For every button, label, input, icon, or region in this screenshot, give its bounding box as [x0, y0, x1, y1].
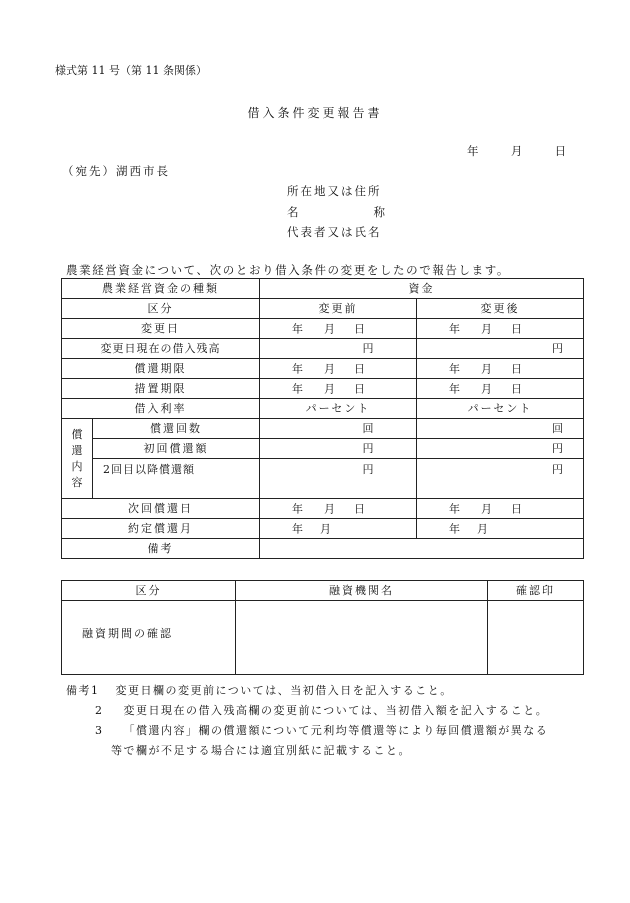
note-2 — [95, 702, 548, 718]
row-label-interest-rate: 借入利率 — [62, 399, 260, 419]
repay-content-char: 内 — [71, 460, 83, 473]
year-unit: 年 — [292, 322, 303, 335]
fund-type-value[interactable]: 資金 — [260, 279, 584, 299]
repay-content-char: 償 — [71, 428, 83, 441]
month-unit: 月 — [481, 502, 492, 515]
applicant-name-label — [287, 204, 385, 220]
month-unit: 月 — [324, 502, 335, 515]
row-label-balance: 変更日現在の借入残高 — [62, 339, 260, 359]
applicant-representative-label: 代表者又は氏名 — [287, 225, 382, 239]
note-2-text: 変更日現在の借入残高欄の変更前については、当初借入額を記入すること。 — [123, 704, 549, 717]
row-label-next-date: 次回償還日 — [62, 499, 260, 519]
table-row — [62, 319, 584, 339]
year-unit: 年 — [292, 502, 303, 515]
year-unit: 年 — [292, 362, 303, 375]
month-unit: 月 — [481, 382, 492, 395]
year-unit: 年 — [449, 502, 460, 515]
row-label-repay-period: 償還期限 — [62, 359, 260, 379]
date-day-label: 日 — [554, 144, 568, 158]
change-date-before[interactable] — [260, 319, 417, 339]
day-unit: 日 — [354, 362, 365, 375]
repay-period-before[interactable] — [260, 359, 417, 379]
applicant-name-left: 名 — [287, 205, 299, 219]
year-unit: 年 — [449, 322, 460, 335]
month-unit: 月 — [320, 522, 331, 535]
second-amount-after[interactable]: 円 — [417, 459, 584, 499]
intro-text: 農業経営資金について、次のとおり借入条件の変更をしたので報告します。 — [66, 263, 511, 277]
table-row — [62, 539, 584, 559]
year-unit: 年 — [449, 382, 460, 395]
note-prefix: 備考1 — [66, 684, 100, 697]
note-3-continued: 等で欄が不足する場合には適宜別紙に記載すること。 — [111, 744, 411, 757]
institution-name-field[interactable] — [236, 601, 488, 675]
header-after: 変更後 — [417, 299, 584, 319]
confirm-header-category: 区分 — [62, 581, 236, 601]
day-unit: 日 — [511, 322, 522, 335]
repay-content-label — [62, 419, 93, 499]
table-row — [62, 339, 584, 359]
table-row — [62, 439, 584, 459]
addressee: （宛先）湖西市長 — [62, 164, 170, 178]
repay-content-char: 容 — [71, 476, 83, 489]
month-unit: 月 — [324, 362, 335, 375]
confirm-header-institution: 融資機関名 — [236, 581, 488, 601]
year-unit: 年 — [292, 382, 303, 395]
month-unit: 月 — [324, 322, 335, 335]
repay-content-char: 還 — [71, 444, 83, 457]
note-3-number: 3 — [95, 724, 104, 737]
day-unit: 日 — [354, 502, 365, 515]
table-row — [62, 601, 584, 675]
date-month-label: 月 — [510, 144, 524, 158]
confirm-row-label: 融資期間の確認 — [62, 601, 236, 675]
note-3-text: 「償還内容」欄の償還額について元利均等償還等により毎回償還額が異なる — [123, 724, 549, 737]
row-label-first-amount: 初回償還額 — [93, 439, 260, 459]
month-unit: 月 — [481, 362, 492, 375]
row-label-remarks: 備考 — [62, 539, 260, 559]
document-title: 借入条件変更報告書 — [247, 106, 383, 120]
first-amount-before[interactable]: 円 — [260, 439, 417, 459]
remarks-value[interactable] — [260, 539, 584, 559]
confirm-seal-field[interactable] — [488, 601, 584, 675]
next-date-before[interactable] — [260, 499, 417, 519]
repay-count-before[interactable]: 回 — [260, 419, 417, 439]
day-unit: 日 — [354, 382, 365, 395]
table-row — [62, 359, 584, 379]
row-label-change-date: 変更日 — [62, 319, 260, 339]
day-unit: 日 — [511, 362, 522, 375]
row-label-grace-period: 措置期限 — [62, 379, 260, 399]
confirm-header-seal: 確認印 — [488, 581, 584, 601]
repay-count-after[interactable]: 回 — [417, 419, 584, 439]
day-unit: 日 — [511, 382, 522, 395]
financing-confirm-table — [61, 580, 584, 675]
change-date-after[interactable] — [417, 319, 584, 339]
first-amount-after[interactable]: 円 — [417, 439, 584, 459]
header-before: 変更前 — [260, 299, 417, 319]
applicant-name-right: 称 — [373, 205, 385, 219]
month-unit: 月 — [324, 382, 335, 395]
table-row — [62, 499, 584, 519]
contract-month-before[interactable] — [260, 519, 417, 539]
second-amount-before[interactable]: 円 — [260, 459, 417, 499]
row-label-repay-count: 償還回数 — [93, 419, 260, 439]
table-row — [62, 419, 584, 439]
month-unit: 月 — [477, 522, 488, 535]
table-row — [62, 459, 584, 499]
row-label-second-amount: 2回目以降償還額 — [93, 459, 260, 499]
interest-rate-after[interactable]: パーセント — [417, 399, 584, 419]
year-unit: 年 — [449, 362, 460, 375]
year-unit: 年 — [292, 522, 303, 535]
header-category: 区分 — [62, 299, 260, 319]
report-date — [467, 143, 567, 159]
balance-before[interactable]: 円 — [260, 339, 417, 359]
form-number-label: 様式第 11 号（第 11 条関係） — [55, 64, 207, 77]
balance-after[interactable]: 円 — [417, 339, 584, 359]
note-3 — [95, 722, 548, 738]
fund-type-label: 農業経営資金の種類 — [62, 279, 260, 299]
table-row — [62, 519, 584, 539]
year-unit: 年 — [449, 522, 460, 535]
month-unit: 月 — [481, 322, 492, 335]
repay-period-after[interactable] — [417, 359, 584, 379]
next-date-after[interactable] — [417, 499, 584, 519]
note-1-text: 変更日欄の変更前については、当初借入日を記入すること。 — [115, 684, 453, 697]
day-unit: 日 — [354, 322, 365, 335]
note-2-number: 2 — [95, 704, 104, 717]
contract-month-after[interactable] — [417, 519, 584, 539]
date-year-label: 年 — [467, 144, 480, 158]
table-row — [62, 379, 584, 399]
applicant-address-label: 所在地又は住所 — [287, 184, 382, 198]
grace-period-after[interactable] — [417, 379, 584, 399]
loan-change-table — [61, 278, 584, 559]
table-row — [62, 399, 584, 419]
row-label-contract-month: 約定償還月 — [62, 519, 260, 539]
interest-rate-before[interactable]: パーセント — [260, 399, 417, 419]
note-1 — [66, 682, 453, 698]
day-unit: 日 — [511, 502, 522, 515]
grace-period-before[interactable] — [260, 379, 417, 399]
